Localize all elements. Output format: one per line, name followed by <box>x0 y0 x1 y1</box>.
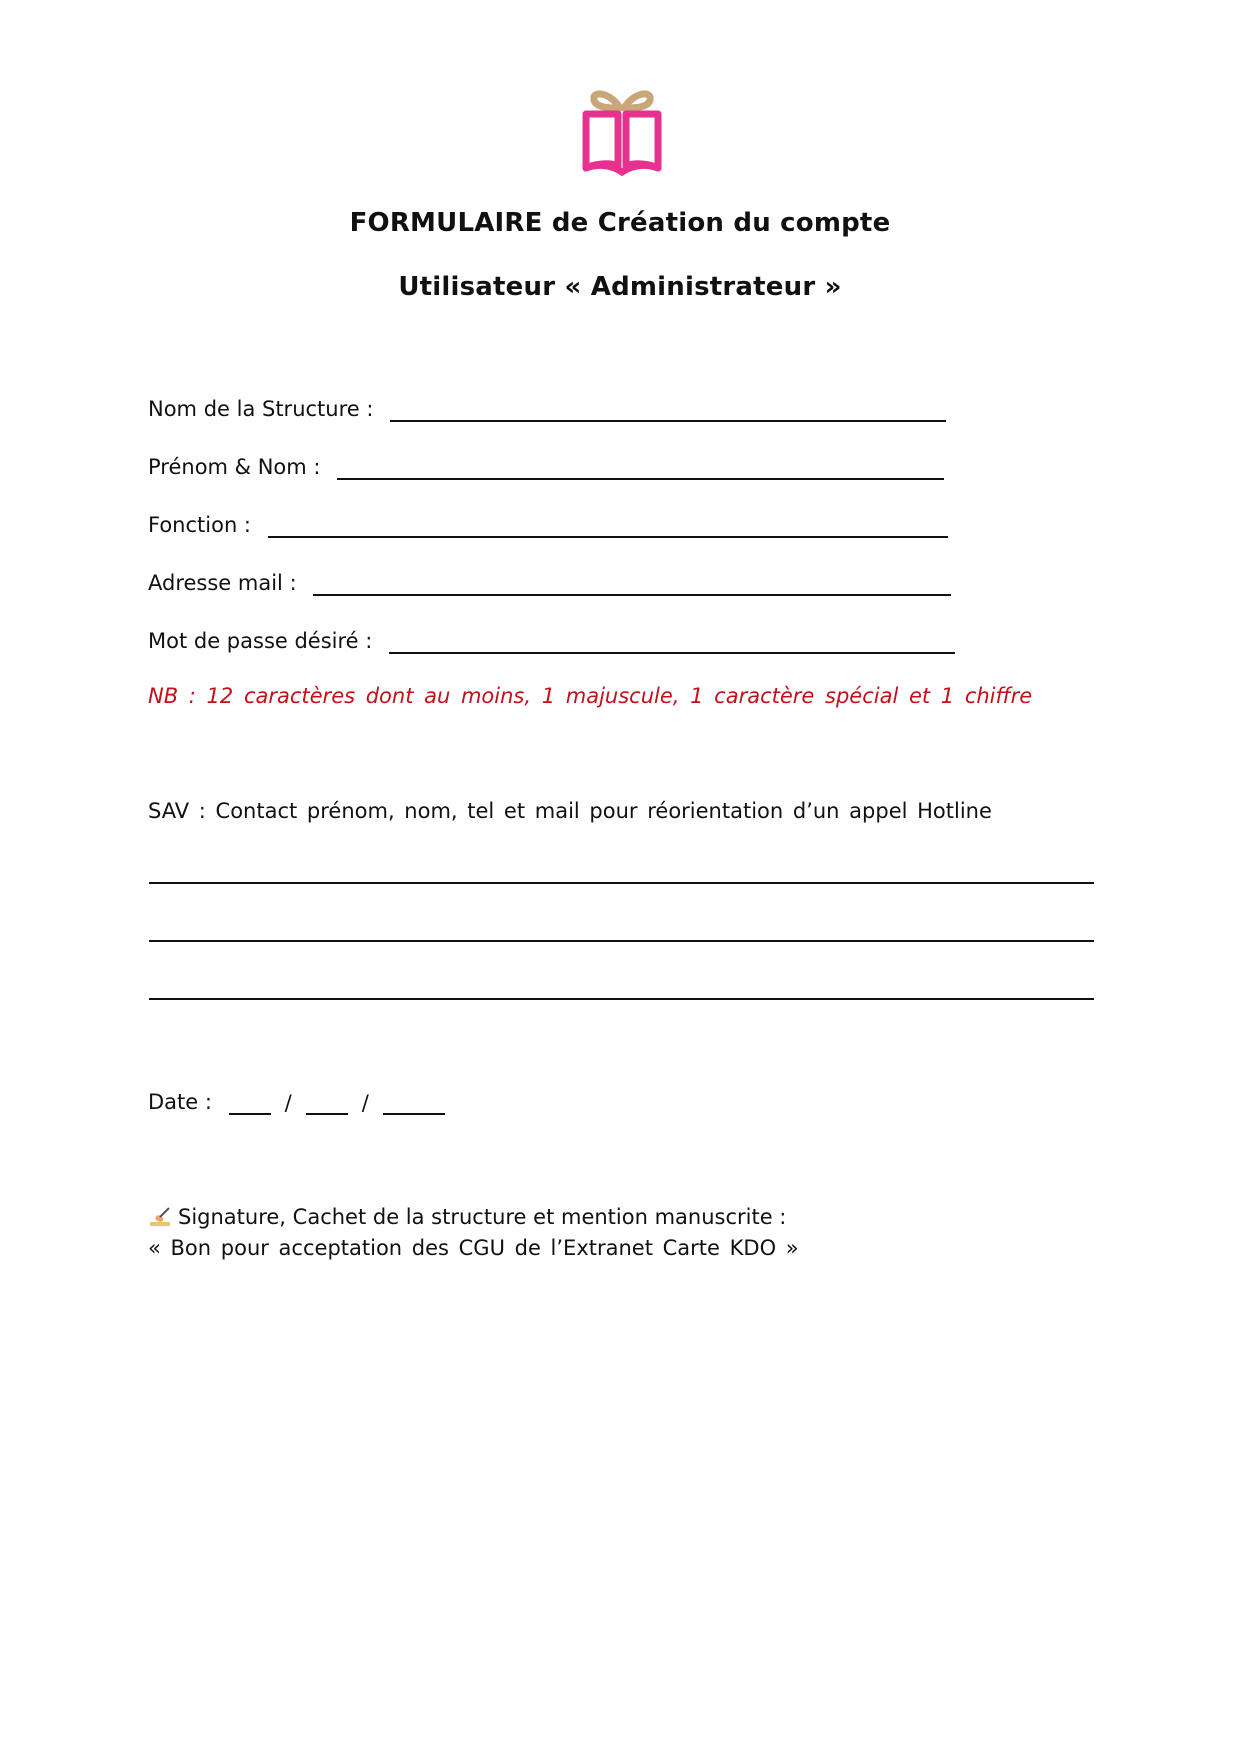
email-input-line[interactable] <box>313 572 951 596</box>
function-input-line[interactable] <box>268 514 948 538</box>
sav-input-line-2[interactable] <box>149 940 1094 942</box>
signature-mention: « Bon pour acceptation des CGU de l’Extranet Carte KDO » <box>148 1236 799 1260</box>
field-label: Adresse mail : <box>148 571 304 595</box>
field-label: Fonction : <box>148 513 258 537</box>
date-separator: / <box>284 1091 292 1115</box>
signature-instruction <box>148 1205 786 1229</box>
field-label: Prénom & Nom : <box>148 455 328 479</box>
field-label: Nom de la Structure : <box>148 397 381 421</box>
date-year-input[interactable] <box>383 1091 445 1115</box>
field-structure-name <box>148 390 946 422</box>
full-name-input-line[interactable] <box>337 456 944 480</box>
sav-input-line-1[interactable] <box>149 882 1094 884</box>
sav-contact-label: SAV : Contact prénom, nom, tel et mail pour réorientation d’un appel Hotline <box>148 799 992 823</box>
signature-line-1: Signature, Cachet de la structure et mention manuscrite : <box>178 1205 787 1229</box>
structure-name-input-line[interactable] <box>390 398 946 422</box>
sav-input-line-3[interactable] <box>149 998 1094 1000</box>
date-field <box>148 1089 455 1115</box>
date-month-input[interactable] <box>306 1091 348 1115</box>
field-full-name <box>148 448 944 480</box>
writing-hand-icon <box>148 1206 172 1228</box>
password-requirements-note: NB : 12 caractères dont au moins, 1 majuscule, 1 caractère spécial et 1 chiffre <box>148 684 1033 708</box>
date-label: Date : <box>148 1090 219 1114</box>
gift-book-icon <box>580 84 664 176</box>
date-day-input[interactable] <box>229 1091 271 1115</box>
field-label: Mot de passe désiré : <box>148 629 380 653</box>
form-subtitle: Utilisateur « Administrateur » <box>398 272 842 302</box>
field-password <box>148 622 955 654</box>
form-title: FORMULAIRE de Création du compte <box>349 208 891 238</box>
field-email <box>148 564 951 596</box>
password-input-line[interactable] <box>389 630 955 654</box>
field-function <box>148 506 948 538</box>
date-separator: / <box>361 1091 369 1115</box>
